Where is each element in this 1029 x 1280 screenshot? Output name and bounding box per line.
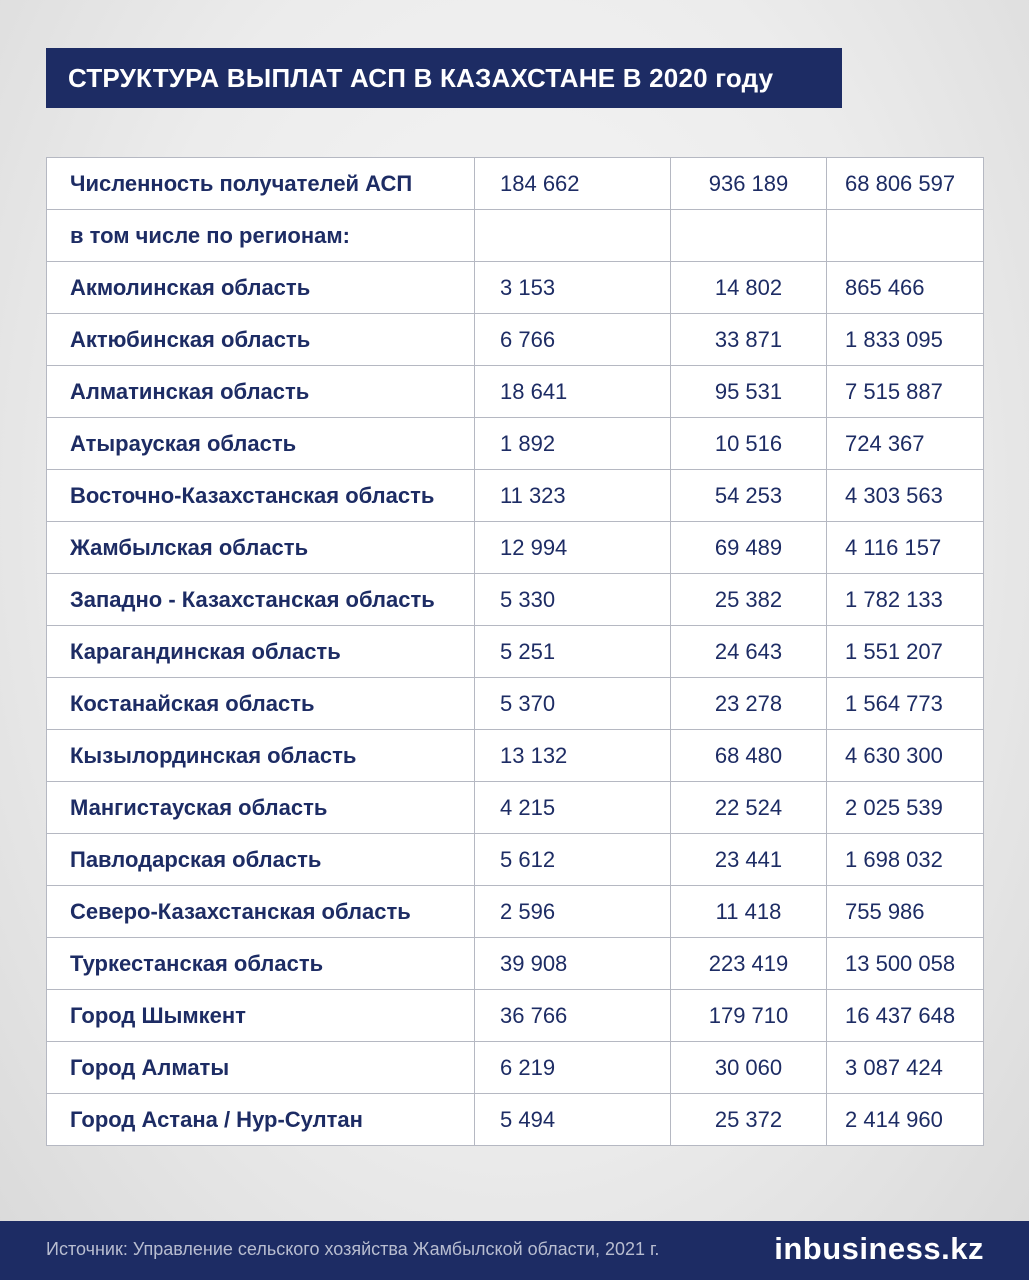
- cell-col2: 14 802: [671, 262, 827, 314]
- row-name: Костанайская область: [47, 678, 475, 730]
- row-name: Актюбинская область: [47, 314, 475, 366]
- cell-col2: 223 419: [671, 938, 827, 990]
- row-name: Акмолинская область: [47, 262, 475, 314]
- table-row: [47, 886, 984, 938]
- cell-col3: 4 630 300: [827, 730, 984, 782]
- cell-col3: 1 833 095: [827, 314, 984, 366]
- cell-col2: 179 710: [671, 990, 827, 1042]
- cell-col3: 2 025 539: [827, 782, 984, 834]
- row-name: Кызылординская область: [47, 730, 475, 782]
- table-row: [47, 626, 984, 678]
- table-row: [47, 262, 984, 314]
- cell-col2: 936 189: [671, 158, 827, 210]
- cell-col3: 2 414 960: [827, 1094, 984, 1146]
- cell-col2: [671, 210, 827, 262]
- table-row: [47, 834, 984, 886]
- cell-col1: 11 323: [475, 470, 671, 522]
- subheader-row: [47, 210, 984, 262]
- cell-col2: 54 253: [671, 470, 827, 522]
- source-note: Источник: Управление сельского хозяйства Жамбылской области, 2021 г.: [46, 1239, 660, 1259]
- cell-col3: 1 551 207: [827, 626, 984, 678]
- cell-col2: 23 441: [671, 834, 827, 886]
- data-table: [46, 157, 984, 1146]
- brand-logo[interactable]: inbusiness.kz: [774, 1231, 984, 1266]
- cell-col1: 6 766: [475, 314, 671, 366]
- cell-col1: [475, 210, 671, 262]
- row-name: Город Астана / Нур-Султан: [47, 1094, 475, 1146]
- row-name: Атырауская область: [47, 418, 475, 470]
- cell-col2: 69 489: [671, 522, 827, 574]
- table-row: [47, 1042, 984, 1094]
- table-row: [47, 1094, 984, 1146]
- cell-col1: 5 251: [475, 626, 671, 678]
- cell-col2: 95 531: [671, 366, 827, 418]
- cell-col3: 16 437 648: [827, 990, 984, 1042]
- cell-col1: 3 153: [475, 262, 671, 314]
- row-name: Мангистауская область: [47, 782, 475, 834]
- row-name: Город Шымкент: [47, 990, 475, 1042]
- table-row: [47, 782, 984, 834]
- table-row: [47, 418, 984, 470]
- total-row: [47, 158, 984, 210]
- cell-col2: 68 480: [671, 730, 827, 782]
- row-name: Северо-Казахстанская область: [47, 886, 475, 938]
- cell-col3: 3 087 424: [827, 1042, 984, 1094]
- row-name: Западно - Казахстанская область: [47, 574, 475, 626]
- cell-col1: 5 370: [475, 678, 671, 730]
- cell-col3: 4 116 157: [827, 522, 984, 574]
- cell-col3: 755 986: [827, 886, 984, 938]
- cell-col3: 1 782 133: [827, 574, 984, 626]
- table-row: [47, 678, 984, 730]
- cell-col1: 13 132: [475, 730, 671, 782]
- cell-col1: 5 612: [475, 834, 671, 886]
- cell-col3: 1 698 032: [827, 834, 984, 886]
- row-name: Павлодарская область: [47, 834, 475, 886]
- cell-col1: 36 766: [475, 990, 671, 1042]
- cell-col2: 23 278: [671, 678, 827, 730]
- cell-col3: 1 564 773: [827, 678, 984, 730]
- table-row: [47, 314, 984, 366]
- footer-bar: [0, 1221, 1029, 1280]
- cell-col3: [827, 210, 984, 262]
- table-row: [47, 990, 984, 1042]
- row-name: Алматинская область: [47, 366, 475, 418]
- cell-col3: 724 367: [827, 418, 984, 470]
- cell-col2: 25 382: [671, 574, 827, 626]
- table-row: [47, 730, 984, 782]
- cell-col1: 4 215: [475, 782, 671, 834]
- cell-col2: 30 060: [671, 1042, 827, 1094]
- cell-col1: 6 219: [475, 1042, 671, 1094]
- cell-col2: 22 524: [671, 782, 827, 834]
- cell-col1: 39 908: [475, 938, 671, 990]
- row-name: Туркестанская область: [47, 938, 475, 990]
- cell-col2: 25 372: [671, 1094, 827, 1146]
- title-banner: [46, 48, 842, 108]
- page-title: СТРУКТУРА ВЫПЛАТ АСП В КАЗАХСТАНЕ В 2020 году: [68, 62, 774, 93]
- cell-col3: 865 466: [827, 262, 984, 314]
- cell-col1: 18 641: [475, 366, 671, 418]
- cell-col1: 1 892: [475, 418, 671, 470]
- cell-col3: 7 515 887: [827, 366, 984, 418]
- table-row: [47, 366, 984, 418]
- cell-col1: 12 994: [475, 522, 671, 574]
- cell-col3: 13 500 058: [827, 938, 984, 990]
- table-row: [47, 470, 984, 522]
- table-row: [47, 522, 984, 574]
- row-name: Восточно-Казахстанская область: [47, 470, 475, 522]
- row-name: Карагандинская область: [47, 626, 475, 678]
- row-name: Численность получателей АСП: [47, 158, 475, 210]
- row-name: Жамбылская область: [47, 522, 475, 574]
- cell-col3: 4 303 563: [827, 470, 984, 522]
- table-row: [47, 574, 984, 626]
- cell-col2: 33 871: [671, 314, 827, 366]
- cell-col1: 5 330: [475, 574, 671, 626]
- cell-col1: 2 596: [475, 886, 671, 938]
- cell-col2: 10 516: [671, 418, 827, 470]
- row-name: Город Алматы: [47, 1042, 475, 1094]
- subheader-label: в том числе по регионам:: [47, 210, 475, 262]
- cell-col3: 68 806 597: [827, 158, 984, 210]
- table-row: [47, 938, 984, 990]
- cell-col2: 11 418: [671, 886, 827, 938]
- cell-col1: 5 494: [475, 1094, 671, 1146]
- cell-col2: 24 643: [671, 626, 827, 678]
- cell-col1: 184 662: [475, 158, 671, 210]
